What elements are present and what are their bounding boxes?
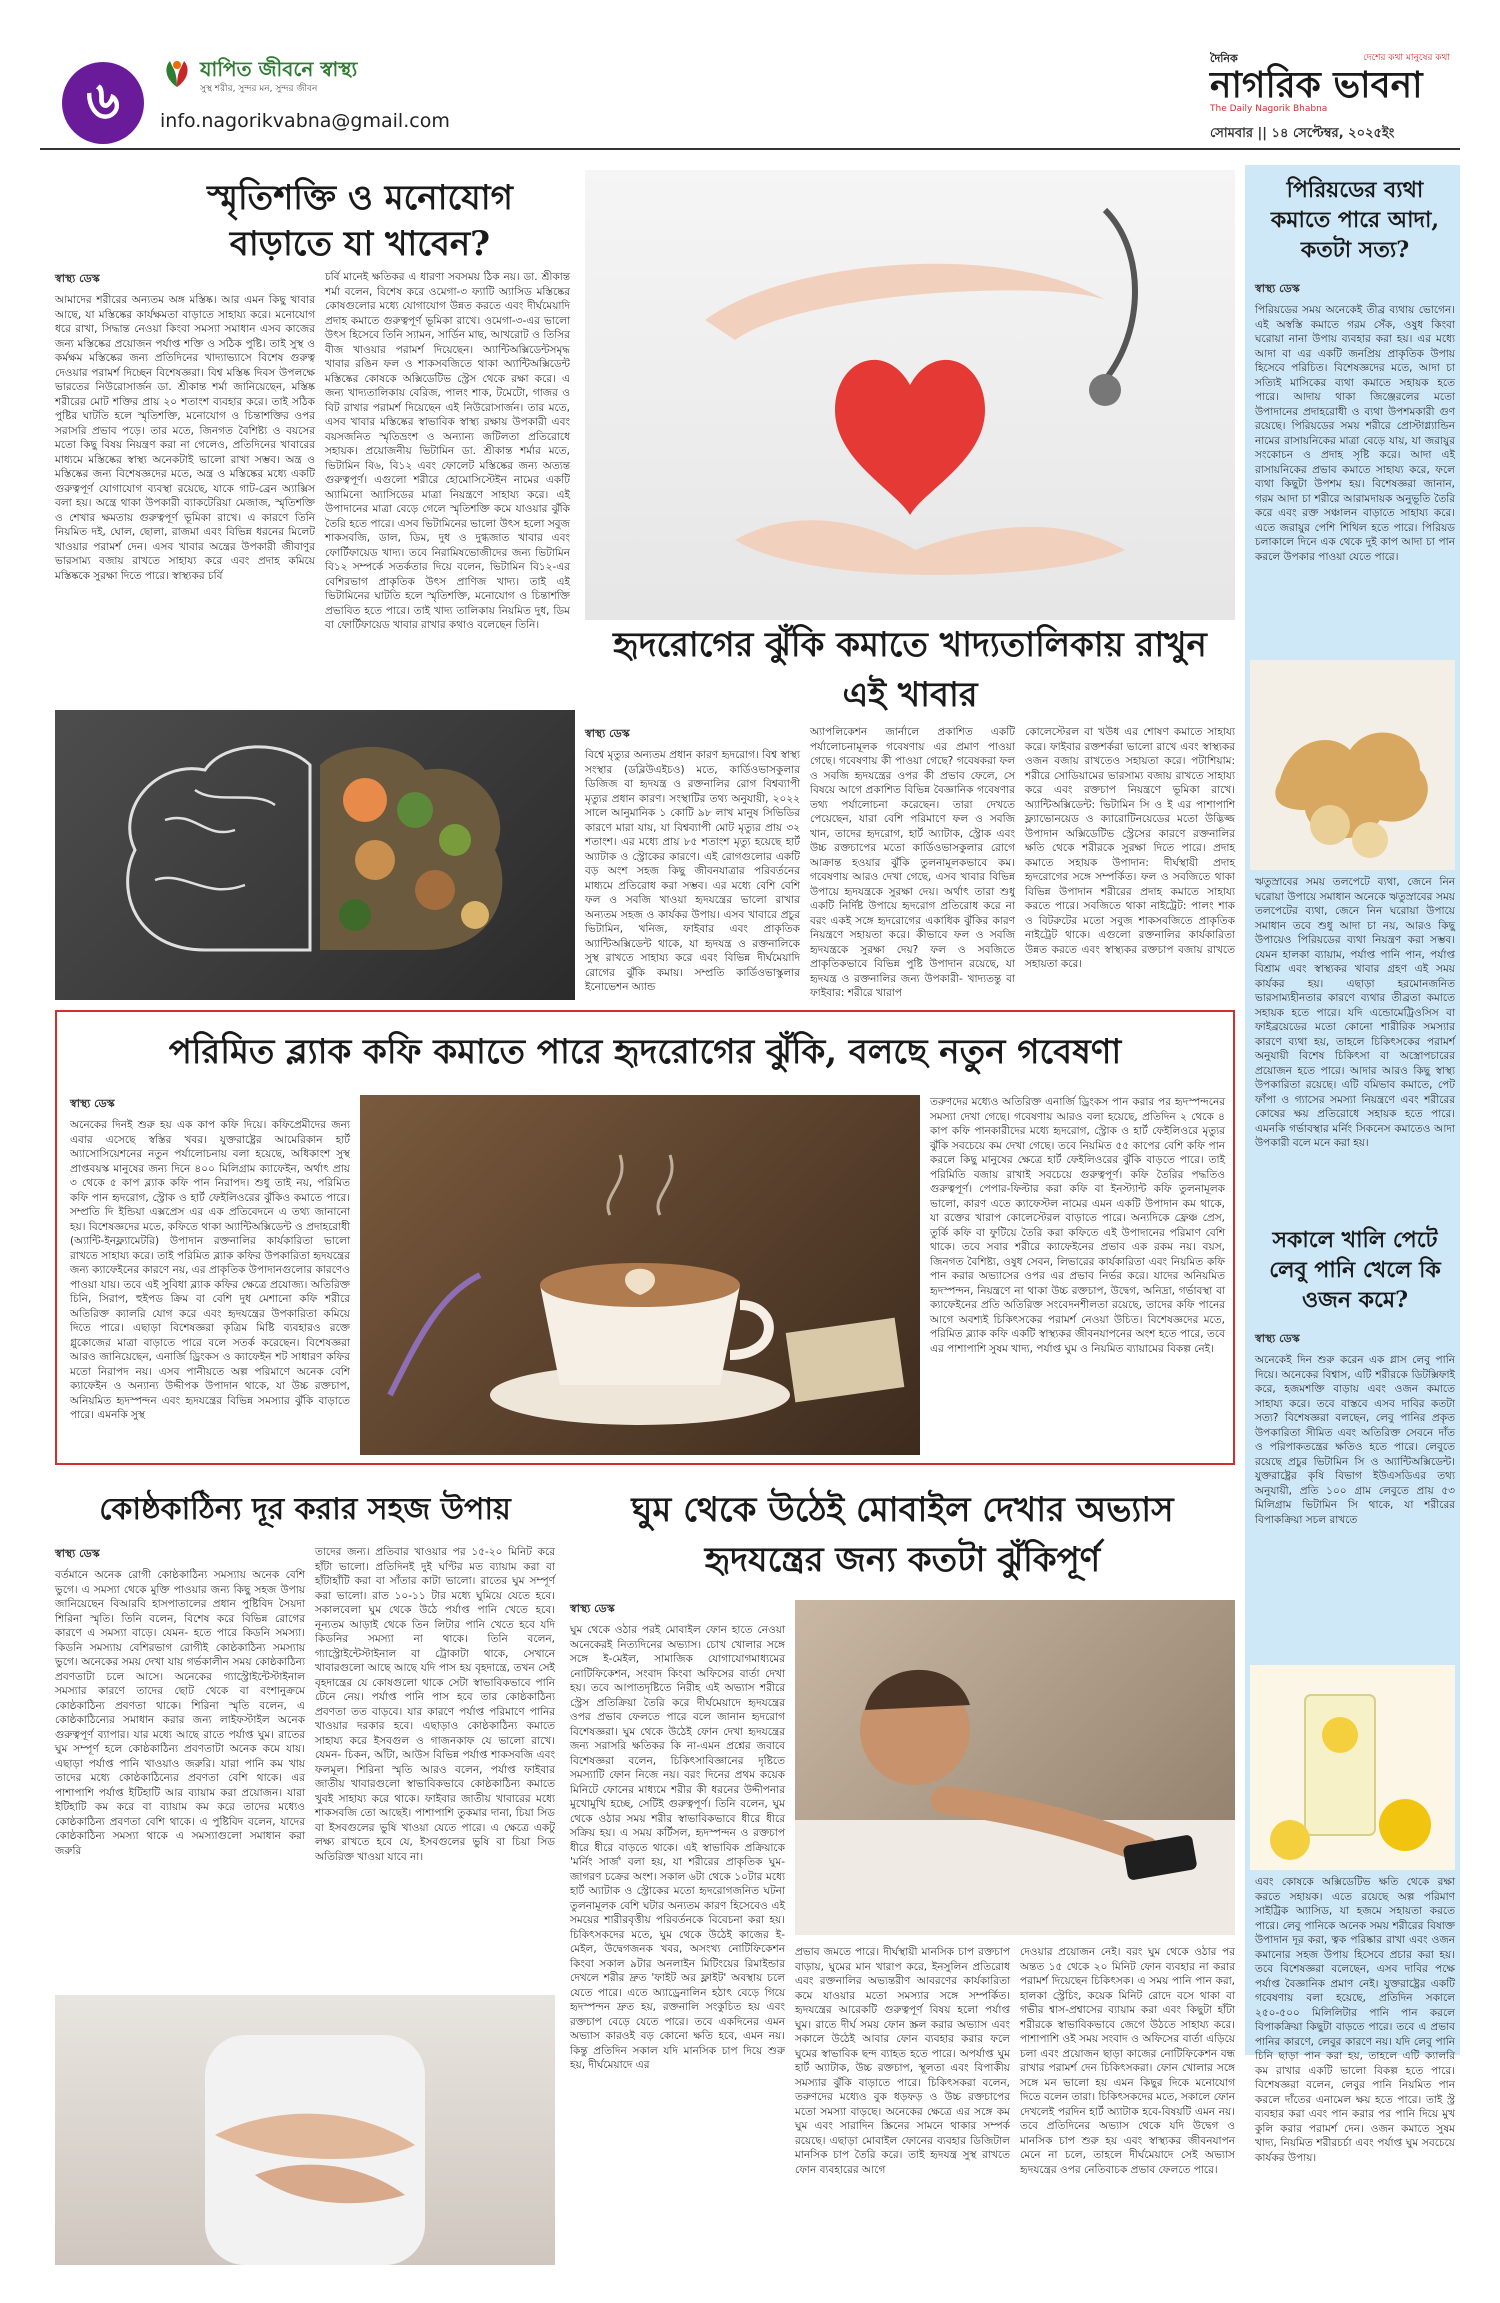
heart-byline: স্বাস্থ্য ডেস্ক (585, 727, 630, 740)
lemon-col-top (1255, 1330, 1455, 1660)
mobile-col-3 (1020, 1945, 1235, 2270)
masthead-divider (40, 148, 1460, 150)
contact-email[interactable]: info.nagorikvabna@gmail.com (160, 110, 450, 132)
coffee-col-2 (930, 1095, 1225, 1455)
heart-col-1 (585, 725, 800, 995)
period-headline: পিরিয়ডের ব্যথা কমাতে পারে আদা, কতটা সত্য? (1270, 177, 1440, 263)
paper-logo (1210, 50, 1450, 120)
date-line: সোমবার || ১৪ সেপ্টেম্বর, ২০২৫ইং (1210, 126, 1395, 141)
heart-in-hands-illustration (585, 170, 1235, 620)
constipation-body-2: তাদের জন্য। প্রতিবার খাওয়ার পর ১৫-২০ মিনিট করে হাঁটা ভালো। প্রতিদিনই দুই ঘণ্টির মত ব্যায়াম করা বা হাঁটাহাঁটি করা বা সাঁতার কাটা ভালো। রাতের ঘুম সম্পূর্ণ করা ভালো। রাত ১০-১১ টার মধ্যে ঘুমিয়ে যেতে হবে। সকালবেলা ঘুম থেকে উঠে পর্যাপ্ত পানি খেতে হবে। নূন্যতম আড়াই থেকে তিন লিটার পানি খেতে হবে যদি কিডনির সমস্যা না থাকে। তিনি বলেন, গ্যাস্ট্রোইন্টেস্টাইনাল বা ট্রোকাটা থাকে, সেখানে খাবারগুলো আছে আছে যদি পাস হয় বৃহদান্ত্রে, তখন সেই বৃহদান্ত্রের যে কোষগুলো থাকে সেটা স্বাভাবিকভাবে পানি টেনে নেয়। পর্যাপ্ত পানি পাস হবে তার কোষ্ঠকাঠিন্য প্রবণতা তত বাড়বে। যার কারণে পর্যাপ্ত পরিমাণে পানির খাওয়ার দরকার হবে। এছাড়াও কোষ্ঠকাঠিন্য কমাতে সাহায্য করে ইসবগুল ও গাজনকাফ যে ভালো রাখে। যেমন- চিকন, আঁটা, আউস বিভিন্ন পর্যাপ্ত শাকসবজি এবং ফলমূল। শিরিনা স্মৃতি আরও বলেন, পর্যাপ্ত ফাইবার জাতীয় খাবারগুলো স্বাভাবিকভাবে কোষ্ঠকাঠিন্য কমাতে খুবই সাহায্য করে থাকে। ফাইবার জাতীয় খাবারের মধ্যে শাকসবজি তো আছেই। পাশাপাশি তুকমার দানা, চিয়া সিড বা ইসবগুলের ভুষি খাওয়া যেতে পারে। এ ক্ষেত্রে একটু লক্ষ্য রাখতে হবে যে, ইসবগুলের ভুষি বা চিয়া সিড অতিরিক্ত খাওয়া যাবে না। (315, 1546, 555, 1863)
heart-col-3 (1025, 725, 1235, 995)
mobile-headline: ঘুম থেকে উঠেই মোবাইল দেখার অভ্যাস হৃদযন্ত্রের জন্য কতটা ঝুঁকিপূর্ণ (631, 1490, 1174, 1580)
heart-hands-image (585, 170, 1235, 620)
lemon-water-image (1250, 1665, 1455, 1870)
constipation-byline: স্বাস্থ্য ডেস্ক (55, 1547, 100, 1560)
mobile-body-2: প্রভাব জমতে পারে। দীর্ঘস্থায়ী মানসিক চাপ রক্তচাপ বাড়ায়, ঘুমের মান খারাপ করে, ইনসুলিন প্রতিরোধ এবং রক্তনালির অভ্যন্তরীণ আবরণের কার্যকারিতা কমে যাওয়ার মতো সমস্যার সঙ্গে সম্পর্কিত। হৃদযন্ত্রের আরেকটি গুরুত্বপূর্ণ বিষয় হলো পর্যাপ্ত ঘুম। রাতে দীর্ঘ সময় ফোন স্ক্রল করার অভ্যাস এবং সকালে উঠেই আবার ফোন ব্যবহার করার ফলে ঘুমের স্বাভাবিক ছন্দ ব্যাহত হতে পারে। অপর্যাপ্ত ঘুম হার্ট অ্যাটাক, উচ্চ রক্তচাপ, স্থূলতা এবং বিপাকীয় সমস্যার ঝুঁকি বাড়াতে পারে। চিকিৎসকরা বলেন, তরুণদের মধ্যেও বুক ধড়ফড় ও উচ্চ রক্তচাপের মতো সমস্যা বাড়ছে। অনেকের ক্ষেত্রে এর সঙ্গে কম ঘুম এবং সারাদিন স্ক্রিনের সামনে থাকার সম্পর্ক রয়েছে। এছাড়া মোবাইল ফোনের ব্যবহার ডিজিটাল মানসিক চাপ তৈরি করে। তাই হৃদযন্ত্র সুস্থ রাখতে ফোন ব্যবহারের আগে (795, 1946, 1010, 2176)
paper-english-name: The Daily Nagorik Bhabna (1210, 104, 1328, 114)
constipation-headline: কোষ্ঠকাঠিন্য দূর করার সহজ উপায় (99, 1492, 511, 1527)
period-byline: স্বাস্থ্য ডেস্ক (1255, 282, 1300, 295)
memory-col-1 (55, 270, 315, 700)
coffee-col-1 (70, 1095, 350, 1455)
mobile-byline: স্বাস্থ্য ডেস্ক (570, 1602, 615, 1615)
supplement-title: যাপিত জীবনে স্বাস্থ্য (200, 57, 358, 81)
lemon-water-illustration (1250, 1665, 1455, 1870)
heart-body-3: কোলেস্টেরল বা খউধ এর শোষণ কমাতে সাহায্য করে। ফাইবার রক্তশর্করা ভালো রাখে এবং স্বাস্থ্যকর ওজন বজায় রাখতেও সহায়তা করে। পটাশিয়াম: শরীরে সোডিয়ামের ভারসাম্য বজায় রাখতে সাহায্য করে এবং রক্তচাপ নিয়ন্ত্রণে ভূমিকা রাখে। অ্যান্টিঅক্সিডেন্ট: ভিটামিন সি ও ই এর পাশাপাশি ফ্ল্যাভোনয়েড ও ক্যারোটিনয়েডের মতো উদ্ভিজ্জ উপাদান অক্সিডেটিভ স্ট্রেসের কারণে রক্তনালির ক্ষতি থেকে শরীরকে সুরক্ষা দিতে পারে। প্রদাহ কমাতে সহায়ক উপাদান: দীর্ঘস্থায়ী প্রদাহ হৃদরোগের সঙ্গে সম্পর্কিত। ফল ও সবজিতে থাকা বিভিন্ন উপাদান শরীরের প্রদাহ কমাতে সাহায্য করতে পারে। সবজিতে থাকা নাইট্রেট: পালং শাক ও বিটরুটের মতো সবুজ শাকসবজিতে প্রাকৃতিক নাইট্রেট থাকে। এগুলো রক্তনালির কার্যকারিতা উন্নত করতে এবং স্বাস্থ্যকর রক্তচাপ বজায় রাখতে সহায়তা করে। (1025, 726, 1235, 970)
coffee-headline: পরিমিত ব্ল্যাক কফি কমাতে পারে হৃদরোগের ঝুঁকি, বলছে নতুন গবেষণা (168, 1032, 1122, 1072)
phone-bed-image (795, 1600, 1235, 1935)
coffee-cup-image (360, 1095, 920, 1455)
memory-col-2 (325, 270, 570, 700)
coffee-body-1: অনেকের দিনই শুরু হয় এক কাপ কফি দিয়ে। কফিপ্রেমীদের জন্য এবার এসেছে স্বস্তির খবর। যুক্তরাষ্ট্রের আমেরিকান হার্ট অ্যাসোসিয়েশনের নতুন পর্যালোচনায় বলা হয়েছে, অধিকাংশ সুস্থ প্রাপ্তবয়স্ক মানুষের জন্য দিনে ৪০০ মিলিগ্রাম ক্যাফেইন, অর্থাৎ প্রায় ৩ থেকে ৫ কাপ ব্ল্যাক কফি পান নিরাপদ। শুধু তাই নয়, পরিমিত কফি পান হৃদরোগ, স্ট্রোক ও হার্ট ফেইলিওরের ঝুঁকিও কমাতে পারে। সম্প্রতি দি ইন্ডিয়া এক্সপ্রেস এর এক প্রতিবেদনে এ তথ্য জানানো হয়। বিশেষজ্ঞদের মতে, কফিতে থাকা অ্যান্টিঅক্সিডেন্ট ও প্রদাহরোধী (অ্যান্টি-ইনফ্ল্যামেটরি) উপাদান রক্তনালির কার্যকারিতা ভালো রাখতে সাহায্য করে। তাই পরিমিত ব্ল্যাক কফির উপকারিতা হৃদযন্ত্রের জন্য ক্যাফেইনের কারণে নয়, এর প্রাকৃতিক উপাদানগুলোর কারণেও পাওয়া যায়। তবে এই সুবিধা ব্ল্যাক কফির ক্ষেত্রে প্রযোজ্য। অতিরিক্ত চিনি, সিরাপ, হুইপড ক্রিম বা বেশি দুধ মেশানো কফি শরীরে অতিরিক্ত ক্যালরি যোগ করে এবং হৃদযন্ত্রের উপকারিতা কমিয়ে দিতে পারে। এছাড়া বিশেষজ্ঞরা কৃত্রিম মিষ্টি ব্যবহারও রক্তে গ্লুকোজের মাত্রা বাড়াতে পারে বলে সতর্ক করেছেন। বিশেষজ্ঞরা আরও জানিয়েছেন, এনার্জি ড্রিংকস ও ক্যাফেইন শট সাধারণ কফির মতো নিরাপদ নয়। এসব পানীয়তে অল্প পরিমাণে অনেক বেশি ক্যাফেইন ও অন্যান্য উদ্দীপক উপাদান থাকে, যা উচ্চ রক্তচাপ, অনিয়মিত হৃদস্পন্দন এবং হৃদযন্ত্রের বিভিন্ন সমস্যার ঝুঁকি বাড়াতে পারে। এমনকি সুস্থ (70, 1119, 350, 1421)
lemon-byline: স্বাস্থ্য ডেস্ক (1255, 1332, 1300, 1345)
heart-body-1: বিশ্বে মৃত্যুর অন্যতম প্রধান কারণ হৃদরোগ। বিশ্ব স্বাস্থ্য সংস্থার (ডব্লিউএইচও) মতে, কার্ডিওভাসকুলার ডিজিজ বা হৃদযন্ত্র ও রক্তনালির রোগ বিশ্বব্যাপী মৃত্যুর প্রধান কারণ। সংস্থাটির তথ্য অনুযায়ী, ২০২২ সালে আনুমানিক ১ কোটি ৯৮ লাখ মানুষ সিভিডির কারণে মারা যায়, যা বিশ্বব্যাপী মোট মৃত্যুর প্রায় ৩২ শতাংশ। এর মধ্যে প্রায় ৮৫ শতাংশ মৃত্যু হয়েছে হার্ট অ্যাটাক ও স্ট্রোকের কারণে। এই রোগগুলোর একটি বড় অংশ সহজ কিছু জীবনযাত্রার পরিবর্তনের মাধ্যমে প্রতিরোধ করা সম্ভব। এর মধ্যে বেশি বেশি ফল ও সবজি খাওয়া হৃদযন্ত্রের ভালো রাখার অন্যতম সহজ ও কার্যকর উপায়। এসব খাবারে প্রচুর ভিটামিন, খনিজ, ফাইবার এবং প্রাকৃতিক অ্যান্টিঅক্সিডেন্ট থাকে, যা হৃদযন্ত্র ও রক্তনালিকে সুস্থ রাখতে সাহায্য করে এবং বিভিন্ন দীর্ঘমেয়াদি রোগের ঝুঁকি কমায়। সম্প্রতি কার্ডিওভাস্কুলার ইনোভেশন অ্যান্ড (585, 749, 800, 993)
period-body-top: পিরিয়ডের সময় অনেকেই তীব্র ব্যথায় ভোগেন। এই অস্বস্তি কমাতে গরম সেঁক, ওষুধ কিংবা ঘরোয়া নানা উপায় ব্যবহার করা হয়। এর মধ্যে আদা বা এর একটি জনপ্রিয় প্রাকৃতিক উপায় হিসেবে পরিচিত। বিশেষজ্ঞদের মতে, আদা চা সত্যিই মাসিকের ব্যথা কমাতে সহায়ক হতে পারে। আদায় থাকা জিঞ্জেরলের মতো উপাদানের প্রদাহরোধী ও ব্যথা উপশমকারী গুণ রয়েছে। পিরিয়ডের সময় শরীরে প্রোস্টাগ্ল্যান্ডিন নামের রাসায়নিকের মাত্রা বেড়ে যায়, যা জরায়ুর সংকোচন ও প্রদাহ সৃষ্টি করে। আদা এই রাসায়নিকের প্রভাব কমাতে সাহায্য করে, ফলে ব্যথা কিছুটা উপশম হয়। বিশেষজ্ঞরা জানান, গরম আদা চা শরীরে আরামদায়ক অনুভূতি তৈরি করে এবং রক্ত সঞ্চালন বাড়াতে সাহায্য করে। এতে জরায়ুর পেশি শিথিল হতে পারে। পিরিয়ড চলাকালে দিনে এক থেকে দুই কাপ আদা চা পান করলে উপকার পাওয়া যেতে পারে। (1255, 304, 1455, 563)
ginger-image (1250, 660, 1455, 870)
brain-food-image (55, 710, 575, 1000)
stomach-pain-image (55, 1995, 555, 2265)
memory-body-2: চর্বি মানেই ক্ষতিকর এ ধারণা সবসময় ঠিক নয়। ডা. শ্রীকান্ত শর্মা বলেন, বিশেষ করে ওমেগা-৩ ফ্যাটি অ্যাসিড মস্তিষ্কের কোষগুলোর মধ্যে যোগাযোগ উন্নত করতে এবং দীর্ঘমেয়াদি প্রদাহ কমাতে গুরুত্বপূর্ণ ভূমিকা রাখে। ওমেগা-৩-এর ভালো উৎস হিসেবে তিনি স্যামন, সার্ডিন মাছ, আখরোট ও তিসির বীজ খাওয়ার পরামর্শ দিয়েছেন। অ্যান্টিঅক্সিডেন্টসমৃদ্ধ খাবার রঙিন ফল ও শাকসবজিতে থাকা অ্যান্টিঅক্সিডেন্ট মস্তিষ্কের কোষকে অক্সিডেটিভ স্ট্রেস থেকে রক্ষা করে। এ জন্য খাদ্যতালিকায় বেরিজ, পালং শাক, টমেটো, গাজর ও বিট রাখার পরামর্শ দিয়েছেন এই নিউরোসার্জন। তার মতে, এসব খাবার মস্তিষ্কের স্বাভাবিক স্বাস্থ্য রক্ষায় উপকারী এবং বয়সজনিত স্মৃতিভ্রংশ ও অন্যান্য জটিলতা প্রতিরোধে সহায়ক। প্রয়োজনীয় ভিটামিন ডা. শ্রীকান্ত শর্মার মতে, ভিটামিন বি৬, বি১২ এবং ফোলেট মস্তিষ্কের জন্য অত্যন্ত গুরুত্বপূর্ণ। এগুলো শরীরে হোমোসিস্টেইন নামের একটি অ্যামিনো অ্যাসিডের মাত্রা নিয়ন্ত্রণে সাহায্য করে। এই উপাদানের মাত্রা বেড়ে গেলে স্মৃতিশক্তি কমে যাওয়ার ঝুঁকি তৈরি হতে পারে। এসব ভিটামিনের ভালো উৎস হলো সবুজ শাকসবজি, ডাল, ডিম, দুধ ও দুগ্ধজাত খাবার এবং ফোর্টিফায়েড খাদ্য। তবে নিরামিষভোজীদের জন্য ভিটামিন বি১২ সম্পর্কে সতর্কতার দিয়ে বলেন, ভিটামিন বি১২-এর বেশিরভাগ প্রাকৃতিক উৎস প্রাণিজ খাদ্য। তাই এই ভিটামিনের ঘাটতি হলে স্মৃতিশক্তি, মনোযোগ ও চিন্তাশক্তি প্রভাবিত হতে পারে। তাই খাদ্য তালিকায় নিয়মিত দুধ, ডিম বা ফোর্টিফায়েড খাবার রাখার কথাও বলেছেন তিনি। (325, 271, 570, 631)
lemon-body-top: অনেকেই দিন শুরু করেন এক গ্লাস লেবু পানি দিয়ে। অনেকের বিশ্বাস, এটি শরীরকে ডিটক্সিফাই করে, হজমশক্তি বাড়ায় এবং ওজন কমাতে সাহায্য করে। তবে বাস্তবে এসব দাবির কতটা সত্য? বিশেষজ্ঞরা বলছেন, লেবু পানির প্রকৃত উপকারিতা সীমিত এবং অতিরিক্ত সেবনে দাঁত ও পরিপাকতন্ত্রের ক্ষতিও হতে পারে। লেবুতে রয়েছে প্রচুর ভিটামিন সি ও অ্যান্টিঅক্সিডেন্ট। যুক্তরাষ্ট্রের কৃষি বিভাগ ইউএসডিএর তথ্য অনুযায়ী, প্রতি ১০০ গ্রাম লেবুতে প্রায় ৫৩ মিলিগ্রাম ভিটামিন সি থাকে, যা শরীরের বিপাকক্রিয়া সচল রাখতে (1255, 1354, 1455, 1526)
stomach-pain-illustration (55, 1995, 555, 2265)
page-number: ৬ (86, 70, 120, 131)
memory-headline: স্মৃতিশক্তি ও মনোযোগ বাড়াতে যা খাবেন? (207, 178, 513, 264)
constipation-col-1 (55, 1545, 305, 1985)
coffee-cup-illustration (360, 1095, 920, 1455)
period-body-bottom: ঋতুস্রাবের সময় তলপেটে ব্যথা, জেনে নিন ঘরোয়া উপায়ে সমাধান অনেকে ঋতুস্রাবের সময় তলপেটের ব্যথা, জেনে নিন ঘরোয়া উপায়ে সমাধান তবে শুধু আদা চা নয়, আরও কিছু উপায়েও পিরিয়ডের ব্যথা নিয়ন্ত্রণ করা সম্ভব। যেমন হালকা ব্যায়াম, পর্যাপ্ত পানি পান, পর্যাপ্ত বিশ্রাম এবং স্বাস্থ্যকর খাবার গ্রহণ এই সময় কার্যকর হয়। এছাড়া হরমোনজনিত ভারসাম্যহীনতার কারণে ব্যথার তীব্রতা কমাতে সহায়ক হতে পারে। যদি এন্ডোমেট্রিওসিস বা ফাইব্রয়েডের মতো কোনো শারীরিক সমস্যার কারণে ব্যথা হয়, তাহলে চিকিৎসকের পরামর্শ অনুযায়ী বিশেষ চিকিৎসা বা অস্ত্রোপচারের প্রয়োজন হতে পারে। আদার আরও কিছু স্বাস্থ্য উপকারিতা রয়েছে। এটি বমিভাব কমাতে, পেট ফাঁপা ও গ্যাসের সমস্যা নিয়ন্ত্রণে এবং শরীরের কোষের ক্ষয় প্রতিরোধে সহায়ক হতে পারে। এমনকি গর্ভাবস্থার মর্নিং সিকনেস কমাতেও আদা উপকারী বলে মনে করা হয়। (1255, 876, 1455, 1149)
constipation-body-1: বর্তমানে অনেক রোগী কোষ্ঠকাঠিন্য সমস্যায় অনেক বেশি ভুগে। এ সমস্যা থেকে মুক্তি পাওয়ার জন্য কিছু সহজ উপায় জানিয়েছেন বিআরবি হাসপাতালের প্রধান পুষ্টিবিদ সৈয়দা শিরিনা স্মৃতি। তিনি বলেন, বিশেষ করে বিভিন্ন রোগের কারণে এ সমস্যা বাড়ে। যেমন- হতে পারে কিডনি সমস্যা। কিডনি সমস্যায় বেশিরভাগ রোগীই কোষ্ঠকাঠিন্য সমস্যায় ভুগে। অনেকের সময় দেখা যায় গর্ভকালীন সময় কোষ্ঠকাঠিন্য প্রবণতাটা চলে আসে। অনেকের গ্যাস্ট্রোইন্টেস্টাইনাল সমস্যার কারণে তাদের ছোট থেকে বা বংশানুক্রমে কোষ্ঠকাঠিন্য প্রবণতা থাকে। শিরিনা স্মৃতি বলেন, এ কোষ্ঠকাঠিন্যের সমাধান করার জন্য লাইফস্টাইল অনেক গুরুত্বপূর্ণ ব্যাপার। যার মধ্যে আছে রাতে পর্যাপ্ত ঘুম। রাতের ঘুম সম্পূর্ণ হলে কোষ্ঠকাঠিন্য প্রবণতাটা অনেক কমে যায়। এছাড়া পর্যাপ্ত পানি খাওয়াও জরুরি। যারা পানি কম খায় তাদের মধ্যে কোষ্ঠকাঠিন্যের প্রবণতা বেশি থাকে। এর পাশাপাশি পর্যাপ্ত ইটিহাটি আর ব্যায়াম করা প্রয়োজন। যারা ইটিহাটি কম করে বা ব্যায়াম কম করে তাদের মধ্যেও কোষ্ঠকাঠিন্য প্রবণতা বেশি থাকে। এ পুষ্টিবিদ বলেন, যাদের কোষ্ঠকাঠিন্য সমস্যা থাকে এ সমস্যাগুলো সমাধান করা জরুরি (55, 1569, 305, 1857)
paper-tagline: দেশের কথা মানুষের কথা (1363, 53, 1450, 63)
supplement-tagline: সুস্থ শরীর, সুন্দর মন, সুন্দর জীবন (200, 84, 318, 94)
paper-name: নাগরিক ভাবনা (1210, 64, 1423, 106)
lotus-leaf-icon (160, 57, 194, 91)
man-phone-bed-illustration (795, 1600, 1235, 1935)
supplement-logo (160, 55, 420, 95)
memory-body-1: আমাদের শরীরের অন্যতম অঙ্গ মস্তিষ্ক। আর এমন কিছু খাবার আছে, যা মস্তিষ্কের কার্যক্ষমতা বাড়াতে সাহায্য করে। মনোযোগ ধরে রাখা, সিদ্ধান্ত নেওয়া কিংবা সমস্যা সমাধান এসব কাজের জন্য মস্তিষ্কের প্রয়োজন পর্যাপ্ত শক্তি ও সঠিক পুষ্টি। তাই সুস্থ ও কর্মক্ষম মস্তিষ্কের জন্য প্রতিদিনের খাদ্যাভ্যাসে বিশেষ গুরুত্ব দেওয়ার পরামর্শ দিচ্ছেন বিশেষজ্ঞরা। বিশ্ব মস্তিষ্ক দিবস উপলক্ষে ভারতের নিউরোসার্জন ডা. শ্রীকান্ত শর্মা জানিয়েছেন, মস্তিষ্ক শরীরের মোট শক্তির প্রায় ২০ শতাংশ ব্যবহার করে। তাই সঠিক পুষ্টির ঘাটতি হলে স্মৃতিশক্তি, মনোযোগ ও চিন্তাশক্তির ওপর সরাসরি প্রভাব পড়ে। তার মতে, জিনগত বৈশিষ্ট্য ও বয়সের মতো কিছু বিষয় নিয়ন্ত্রণ করা না গেলেও, প্রতিদিনের খাবারের মাধ্যমে মস্তিষ্কের স্বাস্থ্য অনেকটাই ভালো রাখা সম্ভব। অন্ত্র ও মস্তিষ্কের জন্য বিশেষজ্ঞদের মতে, অন্ত্র ও মস্তিষ্কের মধ্যে একটি গুরুত্বপূর্ণ যোগাযোগ ব্যবস্থা রয়েছে, যাকে গাট-ব্রেন অ্যাক্সিস বলা হয়। অন্ত্রে থাকা উপকারী ব্যাকটেরিয়া মেজাজ, স্মৃতিশক্তি ও শেখার ক্ষমতায় গুরুত্বপূর্ণ ভূমিকা রাখে। এ কারণে তিনি নিয়মিত দই, ঘোল, ছোলা, রাজমা এবং বিভিন্ন ধরনের মিলেট খাওয়ার পরামর্শ দেন। এসব খাবার অন্ত্রের উপকারী জীবাণুর ভারসাম্য বজায় রাখতে সাহায্য করে এবং প্রদাহ কমিয়ে মস্তিষ্ককে সুরক্ষা দিতে পারে। স্বাস্থ্যকর চর্বি (55, 294, 315, 582)
mobile-body-1: ঘুম থেকে ওঠার পরই মোবাইল ফোন হাতে নেওয়া অনেকেরই নিত্যদিনের অভ্যাস। চোখ খোলার সঙ্গে সঙ্গে ই-মেইল, সামাজিক যোগাযোগমাধ্যমের নোটিফিকেশন, সংবাদ কিংবা অফিসের বার্তা দেখা হয়। তবে আপাতদৃষ্টিতে নিরীহ এই অভ্যাস শরীরে স্ট্রেস প্রতিক্রিয়া তৈরি করে দীর্ঘমেয়াদে হৃদযন্ত্রের ওপর প্রভাব ফেলতে পারে বলে জানান হৃদরোগ বিশেষজ্ঞরা। ঘুম থেকে উঠেই ফোন দেখা হৃদযন্ত্রের জন্য সরাসরি ক্ষতিকর কি না-এমন প্রশ্নের জবাবে বিশেষজ্ঞরা বলেন, চিকিৎসাবিজ্ঞানের দৃষ্টিতে সমস্যাটি ফোন নিজে নয়। বরং দিনের প্রথম কয়েক মিনিটে ফোনের মাধ্যমে শরীর কী ধরনের উদ্দীপনার মুখোমুখি হচ্ছে, সেটিই গুরুত্বপূর্ণ। তিনি বলেন, ঘুম থেকে ওঠার সময় শরীর স্বাভাবিকভাবে ধীরে ধীরে সক্রিয় হয়। এ সময় কর্টিসল, হৃদস্পন্দন ও রক্তচাপ ধীরে ধীরে বাড়তে থাকে। এই স্বাভাবিক প্রক্রিয়াকে 'মর্নিং সার্জ' বলা হয়, যা শরীরের প্রাকৃতিক ঘুম-জাগরণ চক্রের অংশ। সকাল ৬টা থেকে ১০টার মধ্যে হার্ট অ্যাটাক ও স্ট্রোকের মতো হৃদরোগজনিত ঘটনা তুলনামূলক বেশি ঘটার অন্যতম কারণ হিসেবেও এই সময়ের শারীরবৃত্তীয় পরিবর্তনকে বিবেচনা করা হয়। চিকিৎসকদের মতে, ঘুম থেকে উঠেই কাজের ই-মেইল, উদ্বেগজনক খবর, অসংখ্য নোটিফিকেশন কিংবা সকাল ৯টার অনলাইন মিটিংয়ের রিমাইন্ডার দেখলে শরীর দ্রুত 'ফাইট অর ফ্লাইট' অবস্থায় চলে যেতে পারে। এতে অ্যাড্রেনালিন হঠাৎ বেড়ে গিয়ে হৃদস্পন্দন দ্রুত হয়, রক্তনালি সংকুচিত হয় এবং রক্তচাপ বেড়ে যেতে পারে। তবে একদিনের এমন অভ্যাস কারওই বড় কোনো ক্ষতি হবে, এমন নয়। কিন্তু প্রতিদিন সকাল যদি মানসিক চাপ দিয়ে শুরু হয়, দীর্ঘমেয়াদে এর (570, 1624, 785, 2071)
memory-byline: স্বাস্থ্য ডেস্ক (55, 272, 100, 285)
period-col-top (1255, 280, 1455, 655)
lemon-headline: সকালে খালি পেটে লেবু পানি খেলে কি ওজন কমে? (1269, 1227, 1441, 1313)
constipation-col-2 (315, 1545, 555, 1985)
heart-body-2: অ্যাপলিকেশন জার্নালে প্রকাশিত একটি পর্যালোচনামূলক গবেষণায় এর প্রমাণ পাওয়া গেছে। গবেষণায় কী পাওয়া গেছে? গবেষকরা ফল ও সবজি হৃদযন্ত্রের ওপর কী প্রভাব ফেলে, সে বিষয়ে আগে প্রকাশিত বিভিন্ন বৈজ্ঞানিক গবেষণার তথ্য পর্যালোচনা করেছেন। তারা দেখতে পেয়েছেন, যারা বেশি পরিমাণে ফল ও সবজি খান, তাদের হৃদরোগ, হার্ট অ্যাটাক, স্ট্রোক এবং উচ্চ রক্তচাপের মতো কার্ডিওভাসকুলার রোগে আক্রান্ত হওয়ার ঝুঁকি তুলনামূলকভাবে কম। গবেষণায় আরও দেখা গেছে, এসব খাবার বিভিন্ন উপায়ে হৃদযন্ত্রকে সুরক্ষা দেয়। অর্থাৎ তারা শুধু একটি নির্দিষ্ট উপায়ে হৃদরোগ প্রতিরোধ করে না বরং একই সঙ্গে হৃদরোগের একাধিক ঝুঁকির কারণ নিয়ন্ত্রণে সহায়তা করে। কীভাবে ফল ও সবজি হৃদযন্ত্রকে সুরক্ষা দেয়? ফল ও সবজিতে প্রাকৃতিকভাবে বিভিন্ন পুষ্টি উপাদান রয়েছে, যা হৃদযন্ত্র ও রক্তনালির জন্য উপকারী- খাদ্যতন্তু বা ফাইবার: শরীরে খারাপ (810, 726, 1015, 999)
paper-prefix: দৈনিক (1210, 52, 1238, 65)
mobile-body-3: দেওয়ার প্রয়োজন নেই। বরং ঘুম থেকে ওঠার পর অন্তত ১৫ থেকে ২০ মিনিট ফোন ব্যবহার না করার পরামর্শ দিয়েছেন চিকিৎসক। এ সময় পানি পান করা, হালকা স্ট্রেচিং, কয়েক মিনিট রোদে বসে থাকা বা গভীর শ্বাস-প্রশ্বাসের ব্যায়াম করা এবং কিছুটা হাঁটা শরীরকে স্বাভাবিকভাবে জেগে উঠতে সাহায্য করে। পাশাপাশি ওই সময় সংবাদ ও অফিসের বার্তা এড়িয়ে চলা এবং প্রয়োজন ছাড়া কাজের নোটিফিকেশন বন্ধ রাখার পরামর্শ দেন চিকিৎসকরা। ফোন খোলার সঙ্গে সঙ্গে মন ভালো হয় এমন কিছুর দিকে মনোযোগ দিতে বলেন তারা। চিকিৎসকদের মতে, সকালে ফোন দেখলেই পরদিন হার্ট অ্যাটাক হবে-বিষয়টি এমন নয়। তবে প্রতিদিনের অভ্যাস থেকে যদি উদ্বেগ ও মানসিক চাপ শুরু হয় এবং স্বাস্থ্যকর জীবনযাপন মেনে না চলে, তাহলে দীর্ঘমেয়াদে সেই অভ্যাস হৃদযন্ত্রের ওপর নেতিবাচক প্রভাব ফেলতে পারে। (1020, 1946, 1235, 2176)
mobile-col-1 (570, 1600, 785, 2270)
period-col-bottom (1255, 875, 1455, 1220)
coffee-body-2: তরুণদের মধ্যেও অতিরিক্ত এনার্জি ড্রিংকস পান করার পর হৃদস্পন্দনের সমস্যা দেখা গেছে। গবেষণায় আরও বলা হয়েছে, প্রতিদিন ২ থেকে ৪ কাপ কফি পানকারীদের মধ্যে হৃদরোগ, স্ট্রোক ও হার্ট ফেইলিওরে মৃত্যুর ঝুঁকি সবচেয়ে কম দেখা গেছে। তবে নিয়মিত ৫৫ কাপের বেশি কফি পান করলে কিছু মানুষের ক্ষেত্রে হার্ট ফেইলিওরের ঝুঁকি বাড়তে পারে। তাই পরিমিতি বজায় রাখাই সবচেয়ে গুরুত্বপূর্ণ। কফি তৈরির পদ্ধতিও গুরুত্বপূর্ণ। পেপার-ফিল্টার করা কফি বা ইনস্ট্যান্ট কফি তুলনামূলক ভালো, কারণ এতে ক্যাফেস্টল নামের এমন একটি উপাদান কম থাকে, যা রক্তের খারাপ কোলেস্টেরল বাড়াতে পারে। অন্যদিকে ফ্রেঞ্চ প্রেস, তুর্কি কফি বা ফুটিয়ে তৈরি করা কফিতে এই উপাদানের পরিমাণ বেশি থাকে। তবে সবার শরীরে ক্যাফেইনের প্রভাব এক রকম নয়। বয়স, জিনগত বৈশিষ্ট্য, ওষুধ সেবন, লিভারের কার্যকারিতা এবং নিয়মিত কফি পান করার অভ্যাসের ওপর এর প্রভাব নির্ভর করে। যাদের অনিয়মিত হৃদস্পন্দন, নিয়ন্ত্রণে না থাকা উচ্চ রক্তচাপ, উদ্বেগ, অনিদ্রা, গর্ভাবস্থা বা ক্যাফেইনের প্রতি অতিরিক্ত সংবেদনশীলতা রয়েছে, তাদের কফি পানের আগে অবশ্যই চিকিৎসকের পরামর্শ নেওয়া উচিত। বিশেষজ্ঞদের মতে, পরিমিত ব্ল্যাক কফি একটি স্বাস্থ্যকর জীবনযাপনের অংশ হতে পারে, তবে এর পাশাপাশি সুষম খাদ্য, পর্যাপ্ত ঘুম ও নিয়মিত ব্যায়ামের বিকল্প নেই। (930, 1096, 1225, 1355)
lemon-col-bottom (1255, 1875, 1455, 2164)
coffee-byline: স্বাস্থ্য ডেস্ক (70, 1097, 115, 1110)
heart-headline: হৃদরোগের ঝুঁকি কমাতে খাদ্যতালিকায় রাখুন এই খাবার (613, 625, 1207, 715)
mobile-col-2 (795, 1945, 1010, 2270)
page-number-badge (62, 62, 144, 144)
heart-col-2 (810, 725, 1015, 999)
lemon-body-bottom: এবং কোষকে অক্সিডেটিভ ক্ষতি থেকে রক্ষা করতে সহায়ক। এতে রয়েছে অল্প পরিমাণ সাইট্রিক অ্যাসিড, যা হজমে সহায়তা করতে পারে। লেবু পানিকে অনেক সময় শরীরের বিষাক্ত উপাদান দূর করা, ত্বক পরিষ্কার রাখা এবং ওজন কমানোর সহজ উপায় হিসেবে প্রচার করা হয়। তবে বিশেষজ্ঞরা বলেছেন, এসব দাবির পক্ষে পর্যাপ্ত বৈজ্ঞানিক প্রমাণ নেই। যুক্তরাষ্ট্রের একটি গবেষণায় বলা হয়েছে, প্রতিদিন সকালে ২৫০-৫০০ মিলিলিটার পানি পান করলে বিপাকক্রিয়া কিছুটা বাড়তে পারে। তবে এ প্রভাব পানির কারণে, লেবুর কারণে নয়। যদি লেবু পানি চিনি ছাড়া পান করা হয়, তাহলে এটি ক্যালরি কম রাখার একটি ভালো বিকল্প হতে পারে। বিশেষজ্ঞরা বলেন, লেবুর পানি নিয়মিত পান করলে দাঁতের এনামেল ক্ষয় হতে পারে। তাই স্ট্র ব্যবহার করা এবং পান করার পর পানি দিয়ে মুখ কুলি করার পরামর্শ দেন। ওজন কমাতে সুষম খাদ্য, নিয়মিত শরীরচর্চা এবং পর্যাপ্ত ঘুম সবচেয়ে কার্যকর উপায়। (1255, 1876, 1455, 2164)
brain-food-illustration (55, 710, 575, 1000)
ginger-illustration (1250, 660, 1455, 870)
